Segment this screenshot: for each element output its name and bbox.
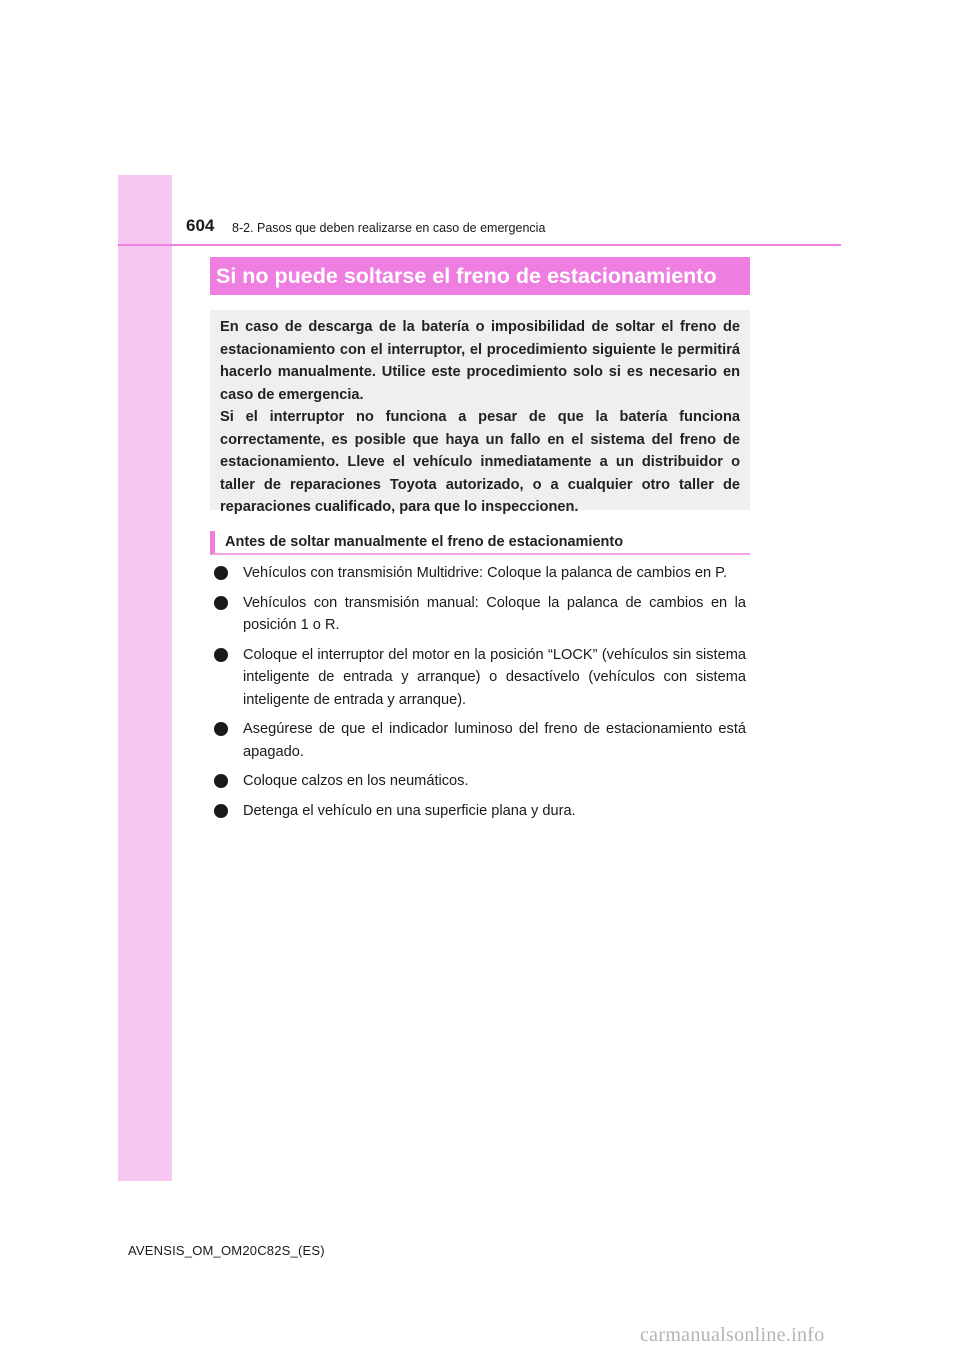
list-item-text: Vehículos con transmisión manual: Coloque la palanca de cambios en la posición 1 o R. [243,594,746,633]
list-item-text: Detenga el vehículo en una superficie plana y dura. [243,802,576,819]
bullet-icon [214,774,228,788]
subsection-heading: Antes de soltar manualmente el freno de estacionamiento [210,531,750,555]
bullet-icon [214,596,228,610]
bullet-icon [214,804,228,818]
bullet-icon [214,722,228,736]
intro-box [210,310,750,515]
intro-paragraph-2: Si el interruptor no funciona a pesar de que la batería funciona correctamente, es posible que haya un fallo en el sistema del freno de estacionamiento. Lleve el vehículo inmediatamente a un distribuidor o taller de reparaciones Toyota autorizado, o a cualquier otro taller de reparaciones cualificado, para que lo inspeccionen. [220,409,740,515]
list-item-text: Coloque el interruptor del motor en la posición “LOCK” (vehículos sin sistema inteligente de entrada y arranque) o desactívelo (vehículos con sistema inteligente de entrada y arranque). [243,646,746,708]
list-item-text: Coloque calzos en los neumáticos. [243,773,469,789]
list-item [214,644,746,712]
list-item-text: Asegúrese de que el indicador luminoso del freno de estacionamiento está apagado. [243,721,746,760]
list-item [214,592,746,637]
bullet-icon [214,648,228,662]
list-item-text: Vehículos con transmisión Multidrive: Coloque la palanca de cambios en P. [243,565,728,581]
bullet-icon [214,566,228,580]
chapter-side-strip [118,175,172,1181]
list-item [214,562,746,585]
section-title: Si no puede soltarse el freno de estacionamiento [210,257,750,295]
list-item [214,718,746,763]
page-number: 604 [186,216,215,235]
section-reference: 8-2. Pasos que deben realizarse en caso de emergencia [232,221,546,235]
precaution-list [214,562,746,829]
header-divider [118,244,841,246]
list-item [214,800,746,823]
intro-paragraph-1: En caso de descarga de la batería o imposibilidad de soltar el freno de estacionamiento con el interruptor, el procedimiento siguiente le permitirá hacerlo manualmente. Utilice este procedimiento solo si es necesario en caso de emergencia. [220,319,740,403]
watermark: carmanualsonline.info [640,1324,825,1346]
document-code: AVENSIS_OM_OM20C82S_(ES) [128,1243,325,1258]
list-item [214,770,746,793]
